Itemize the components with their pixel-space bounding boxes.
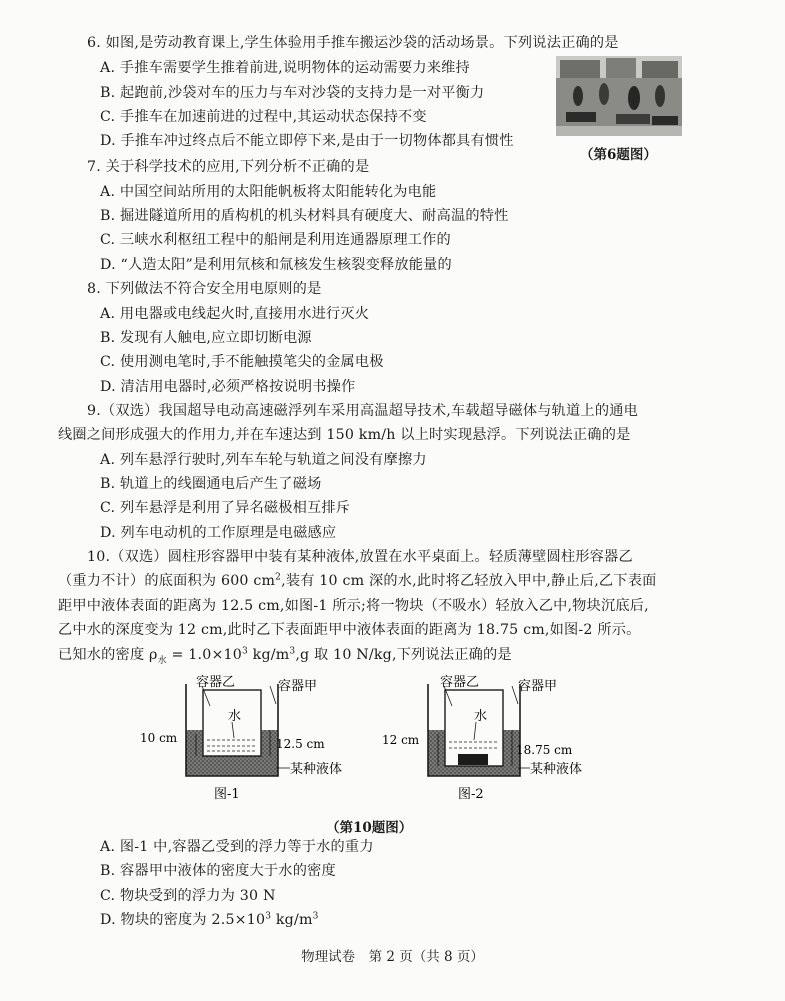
fig2-name: 图-2	[458, 787, 484, 802]
q8-option-c: C. 使用测电笔时,手不能触摸笔尖的金属电极	[100, 354, 384, 370]
q6-photo	[556, 56, 682, 136]
q6-option-d: D. 手推车冲过终点后不能立即停下来,是由于一切物体都具有惯性	[100, 133, 514, 149]
q9-option-d: D. 列车电动机的工作原理是电磁感应	[100, 525, 337, 541]
q9-option-b: B. 轨道上的线圈通电后产生了磁场	[100, 476, 322, 492]
page-footer: 物理试卷 第 2 页（共 8 页）	[301, 949, 484, 965]
fig2-label-yi: 容器乙	[440, 675, 480, 690]
q6-option-c: C. 手推车在加速前进的过程中,其运动状态保持不变	[100, 109, 427, 125]
q6-option-b: B. 起跑前,沙袋对车的压力与车对沙袋的支持力是一对平衡力	[100, 85, 485, 101]
figure-2	[382, 675, 582, 802]
fig2-label-jia: 容器甲	[518, 679, 558, 694]
fig1-label-liquid: 某种液体	[290, 762, 343, 777]
q9-option-c: C. 列车悬浮是利用了异名磁极相互排斥	[100, 500, 351, 516]
q10-option-c: C. 物块受到的浮力为 30 N	[100, 888, 276, 904]
q6-stem: 6. 如图,是劳动教育课上,学生体验用手推车搬运沙袋的活动场景。下列说法正确的是	[87, 35, 619, 51]
q7-option-b: B. 掘进隧道所用的盾构机的机头材料具有硬度大、耐高温的特性	[100, 208, 509, 224]
q8-option-b: B. 发现有人触电,应立即切断电源	[100, 330, 312, 346]
q9-stem-line2: 线圈之间形成强大的作用力,并在车速达到 150 km/h 以上时实现悬浮。下列说法正确的是	[58, 427, 631, 443]
fig2-depth-left: 12 cm	[382, 733, 420, 747]
fig1-label-yi: 容器乙	[196, 675, 236, 690]
q7-option-c: C. 三峡水利枢纽工程中的船闸是利用连通器原理工作的	[100, 232, 451, 248]
q10-stem-line5: 已知水的密度 $\rho_水 = 1.0\times 10^3$ $kg/m^3,g$ 取 10 N/kg,下列说法正确的是	[58, 646, 512, 666]
fig1-label-water: 水	[228, 709, 242, 724]
figure-1	[140, 675, 342, 802]
q10-stem-line1: 10.（双选）圆柱形容器甲中装有某种液体,放置在水平桌面上。轻质薄壁圆柱形容器乙	[87, 549, 633, 565]
q10-stem-line4: 乙中水的深度变为 12 cm,此时乙下表面距甲中液体表面的距离为 18.75 cm,如图-2 所示。	[58, 622, 641, 638]
fig2-block	[458, 754, 488, 765]
q10-option-d: D. 物块的密度为 $2.5\times 10^3$ $kg/m^3$	[100, 911, 319, 928]
q7-stem: 7. 关于科学技术的应用,下列分析不正确的是	[87, 159, 370, 175]
fig1-depth-left: 10 cm	[140, 731, 178, 745]
q10-figure	[120, 670, 620, 810]
q8-option-a: A. 用电器或电线起火时,直接用水进行灭火	[100, 306, 370, 322]
fig1-label-jia: 容器甲	[278, 679, 318, 694]
q10-stem-line3: 距甲中液体表面的距离为 12.5 cm,如图-1 所示;将一物块（不吸水）轻放入乙中,物块沉底后,	[58, 598, 649, 614]
q10-option-a: A. 图-1 中,容器乙受到的浮力等于水的重力	[100, 839, 374, 855]
q6-figure-caption: （第6题图）	[580, 147, 657, 163]
fig2-label-liquid: 某种液体	[530, 762, 583, 777]
q10-option-b: B. 容器甲中液体的密度大于水的密度	[100, 863, 336, 879]
q7-option-a: A. 中国空间站所用的太阳能帆板将太阳能转化为电能	[100, 184, 437, 200]
q7-option-d: D. “人造太阳”是利用氘核和氚核发生核裂变释放能量的	[100, 257, 452, 273]
fig2-label-water: 水	[474, 709, 488, 724]
q8-stem: 8. 下列做法不符合安全用电原则的是	[87, 281, 322, 297]
q10-stem-line2: （重力不计）的底面积为 600 $cm^2$,装有 10 cm 深的水,此时将乙轻放入甲中,静止后,乙下表面	[58, 572, 657, 589]
fig2-depth-right: 18.75 cm	[516, 743, 573, 757]
q10-figure-caption: （第10题图）	[326, 820, 413, 836]
q9-stem-line1: 9.（双选）我国超导电动高速磁浮列车采用高温超导技术,车载超导磁体与轨道上的通电	[87, 403, 638, 419]
q6-option-a: A. 手推车需要学生推着前进,说明物体的运动需要力来维持	[100, 60, 470, 76]
fig1-depth-right: 12.5 cm	[276, 737, 325, 751]
q8-option-d: D. 清洁用电器时,必须严格按说明书操作	[100, 379, 356, 395]
q9-option-a: A. 列车悬浮行驶时,列车车轮与轨道之间没有摩擦力	[100, 452, 427, 468]
fig1-name: 图-1	[214, 787, 240, 802]
